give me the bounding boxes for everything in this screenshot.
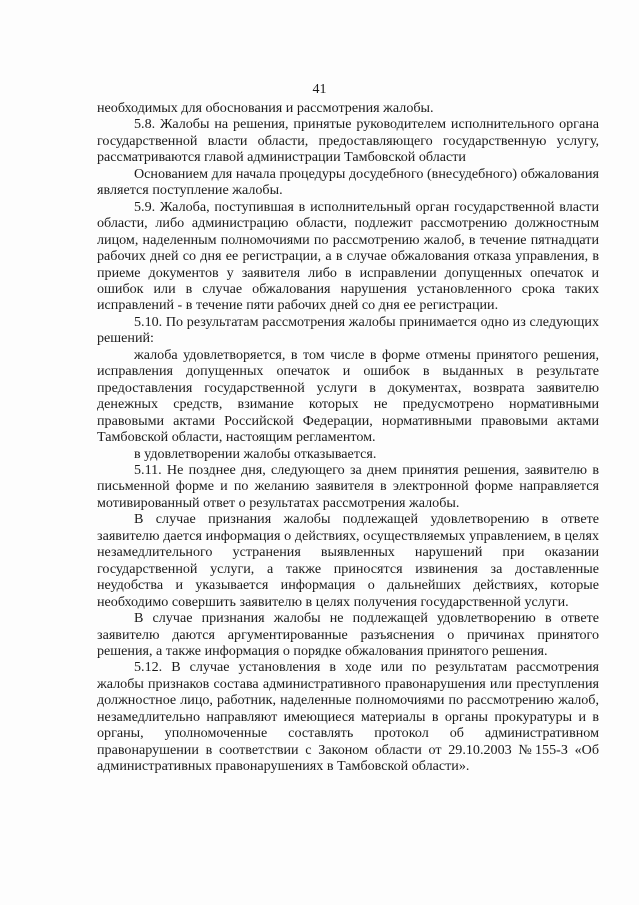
- paragraph: необходимых для обоснования и рассмотрения жалобы.: [97, 100, 434, 116]
- paragraph: 5.8. Жалобы на решения, принятые руководителем исполнительного органа государственной власти области, предоставляющего государственную услугу, рассматриваются главой администрации Тамбовской области: [97, 116, 599, 166]
- paragraph: 5.10. По результатам рассмотрения жалобы принимается одно из следующих решений:: [97, 313, 599, 347]
- paragraph: 5.9. Жалоба, поступившая в исполнительный орган государственной власти области, либо администрацию области, подлежит рассмотрению должностным лицом, наделенным полномочиями по рассмотрению жалоб, в течение пятнадцати рабочих дней со дня ее регистрации, а в случае обжалования отказа управления, в приеме документов у заявителя либо в исправлении допущенных опечаток и ошибок или в случае обжалования нарушения установленного срока таких исправлений - в течение пяти рабочих дней со дня ее регистрации.: [97, 198, 599, 314]
- document-body: [97, 100, 599, 775]
- paragraph: Основанием для начала процедуры досудебного (внесудебного) обжалования является поступление жалобы.: [97, 165, 599, 199]
- paragraph: В случае признания жалобы не подлежащей удовлетворению в ответе заявителю даются аргументированные разъяснения о причинах принятого решения, а также информация о порядке обжалования принятого решения.: [97, 610, 599, 659]
- paragraph: в удовлетворении жалобы отказывается.: [134, 445, 377, 462]
- page-number: 41: [312, 82, 327, 97]
- paragraph: В случае признания жалобы подлежащей удовлетворению в ответе заявителю дается информация о действиях, осуществляемых управлением, в целях незамедлительного устранения выявленных нарушений при оказании государственной услуги, а также приносятся извинения за доставленные неудобства и указывается информация о дальнейших действиях, которые необходимо совершить заявителю в целях получения государственной услуги.: [97, 511, 599, 610]
- paragraph: жалоба удовлетворяется, в том числе в форме отмены принятого решения, исправления допущенных опечаток и ошибок в выданных в результате предоставления государственной услуги в документах, возврата заявителю денежных средств, взимание которых не предусмотрено нормативными правовыми актами Российской Федерации, нормативными правовыми актами Тамбовской области, настоящим регламентом.: [97, 346, 599, 446]
- paragraph: 5.11. Не позднее дня, следующего за днем принятия решения, заявителю в письменной форме и по желанию заявителя в электронной форме направляется мотивированный ответ о результатах рассмотрения жалобы.: [97, 461, 599, 511]
- paragraph: 5.12. В случае установления в ходе или по результатам рассмотрения жалобы признаков состава административного правонарушения или преступления должностное лицо, работник, наделенные полномочиями по рассмотрению жалоб, незамедлительно направляют имеющиеся материалы в органы прокуратуры и в органы, уполномоченные составлять протокол об административном правонарушении в соответствии с Законом области от 29.10.2003 №155-З «Об административных правонарушениях в Тамбовской области».: [97, 659, 599, 775]
